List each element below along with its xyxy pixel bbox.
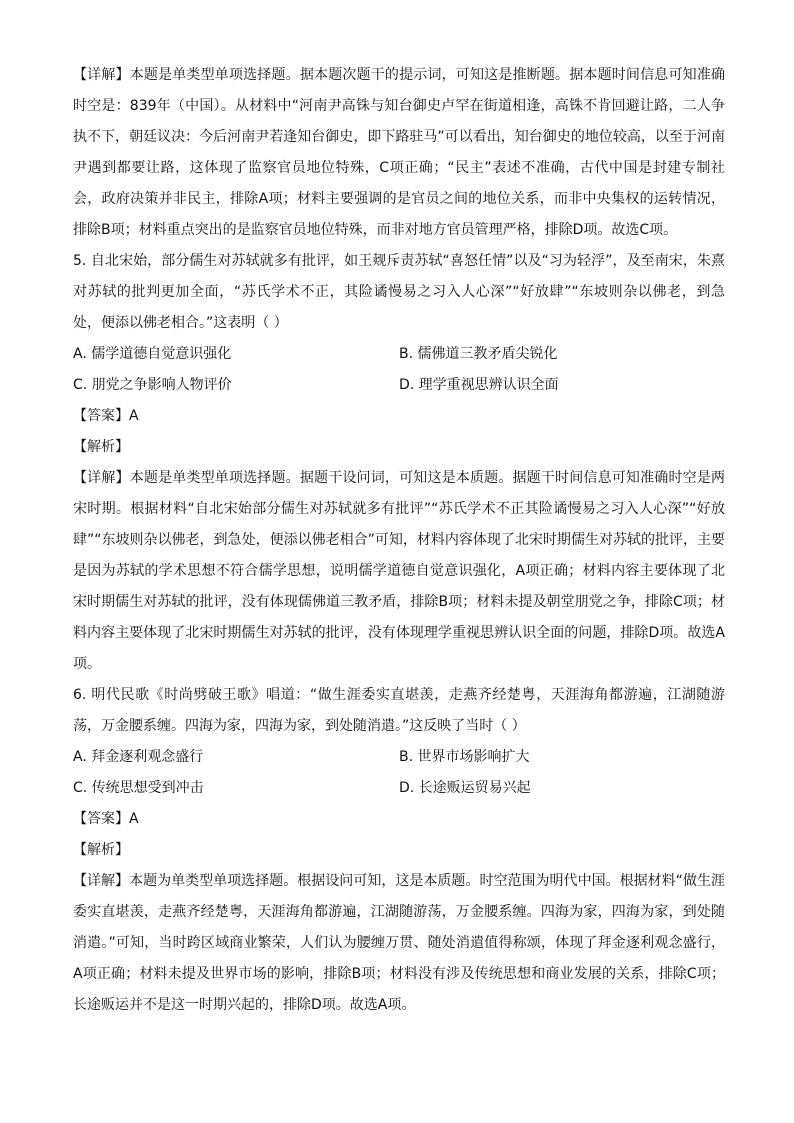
q6-explanation-detail: 【详解】本题为单类型单项选择题。根据设问可知，这是本质题。时空范围为明代中国。根据材料“做生涯委实直堪羡，走燕齐经楚粤，天涯海角都游遍，江湖随游荡，万金腰系缠。四海为家，四海为家，到处随消遣。”可知，当时跨区域商业繁荣，人们认为腰缠万贯、随处消遣值得称颂，体现了拜金逐利观念盛行，A项正确；材料未提及世界市场的影响，排除B项；材料没有涉及传统思想和商业发展的关系，排除C项；长途贩运并不是这一时期兴起的，排除D项。故选A项。 — [73, 873, 725, 1013]
q5-option-a: A. 儒学道德自觉意识强化 — [73, 346, 232, 362]
document-page — [73, 60, 725, 1021]
q5-option-d: D. 理学重视思辨认识全面 — [399, 377, 559, 393]
q5-option-c: C. 朋党之争影响人物评价 — [73, 377, 232, 393]
q5-answer: 【答案】A — [73, 408, 139, 424]
q5-explanation-detail: 【详解】本题是单类型单项选择题。据题干设问词，可知这是本质题。据题干时间信息可知准确时空是两宋时期。根据材料“自北宋始部分儒生对苏轼就多有批评”“苏氏学术不正其险谲慢易之习入人心深”“好放肆”“东坡则杂以佛老，到急处，便添以佛老相合”可知，材料内容体现了北宋时期儒生对苏轼的批评，主要是因为苏轼的学术思想不符合儒学思想，说明儒学道德自觉意识强化，A项正确；材料内容主要体现了北宋时期儒生对苏轼的批评，没有体现儒佛道三教矛盾，排除B项；材料未提及朝堂朋党之争，排除C项；材料内容主要体现了北宋时期儒生对苏轼的批评，没有体现理学重视思辨认识全面的问题，排除D项。故选A项。 — [73, 470, 725, 672]
q6-option-c: C. 传统思想受到冲击 — [73, 780, 204, 796]
q5-stem: 5. 自北宋始，部分儒生对苏轼就多有批评，如王觌斥责苏轼“喜怒任情”以及“习为轻浮”，及至南宋，朱熹对苏轼的批判更加全面，“苏氏学术不正，其险谲慢易之习入人心深”“好放肆”“东坡则杂以佛老，到急处，便添以佛老相合。”这表明（ ） — [73, 253, 725, 331]
q6-options — [73, 742, 725, 804]
q5-analysis-label: 【解析】 — [73, 439, 129, 455]
q6-stem: 6. 明代民歌《时尚劈破王歌》唱道：“做生涯委实直堪羡，走燕齐经楚粤，天涯海角都游遍，江湖随游荡，万金腰系缠。四海为家，四海为家，到处随消遣。”这反映了当时（ ） — [73, 687, 725, 734]
q6-option-b: B. 世界市场影响扩大 — [399, 749, 530, 765]
q6-option-a: A. 拜金逐利观念盛行 — [73, 749, 204, 765]
q6-answer: 【答案】A — [73, 811, 139, 827]
q5-option-b: B. 儒佛道三教矛盾尖锐化 — [399, 346, 558, 362]
q5-options — [73, 339, 725, 401]
q4-explanation-detail: 【详解】本题是单类型单项选择题。据本题次题干的提示词，可知这是推断题。据本题时间信息可知准确时空是：839年（中国）。从材料中“河南尹高铢与知台御史卢罕在街道相逢，高铢不肯回避让路，二人争执不下，朝廷议决：今后河南尹若逢知台御史，即下路驻马”可以看出，知台御史的地位较高，以至于河南尹遇到都要让路，这体现了监察官员地位特殊，C项正确；“民主”表述不准确，古代中国是封建专制社会，政府决策并非民主，排除A项；材料主要强调的是官员之间的地位关系，而非中央集权的运转情况，排除B项；材料重点突出的是监察官员地位特殊，而非对地方官员管理严格，排除D项。故选C项。 — [73, 67, 725, 238]
q6-option-d: D. 长途贩运贸易兴起 — [399, 780, 531, 796]
q6-analysis-label: 【解析】 — [73, 842, 129, 858]
